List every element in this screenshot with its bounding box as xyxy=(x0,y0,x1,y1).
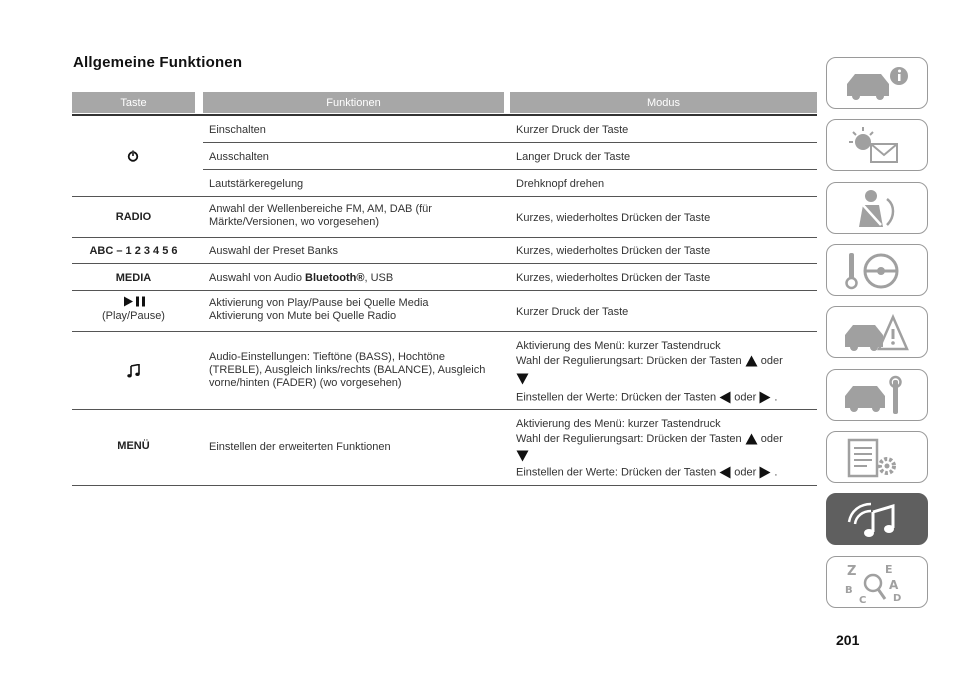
svg-text:D: D xyxy=(893,593,902,604)
func-play-line2: Aktivierung von Mute bei Quelle Radio xyxy=(209,310,397,322)
row-divider xyxy=(72,409,817,410)
mode-menue-line3 xyxy=(516,466,777,479)
chapter-tab-technical[interactable] xyxy=(826,431,928,483)
car-emergency-icon xyxy=(841,311,911,355)
mode-menue-line2 xyxy=(516,433,783,446)
func-lautstaerke: Lautstärkeregelung xyxy=(209,178,304,190)
mode-menue-line2-text: Wahl der Regulierungsart: Drücken der Tasten xyxy=(516,433,742,445)
arrow-right-icon xyxy=(759,391,771,404)
technical-data-icon xyxy=(841,436,911,480)
play-pause-icon xyxy=(123,296,147,307)
arrow-down-icon xyxy=(516,373,529,385)
func-menue: Einstellen der erweiterten Funktionen xyxy=(209,441,391,453)
oder-label: oder xyxy=(734,466,757,479)
row-divider xyxy=(72,237,817,238)
key-abc: ABC – 1 2 3 4 5 6 xyxy=(89,245,178,257)
row-divider xyxy=(203,142,817,143)
key-play-pause-label: (Play/Pause) xyxy=(102,310,165,322)
oder-label: oder xyxy=(760,355,783,367)
mode-audio-line3 xyxy=(516,391,777,404)
func-radio-line1: Anwahl der Wellenbereiche FM, AM, DAB (für xyxy=(209,203,432,215)
chapter-tab-safety[interactable] xyxy=(826,182,928,234)
mode-play: Kurzer Druck der Taste xyxy=(516,306,629,318)
mode-menue-line1: Aktivierung des Menü: kurzer Tastendruck xyxy=(516,418,721,430)
mode-ausschalten: Langer Druck der Taste xyxy=(516,151,631,163)
mode-media: Kurzes, wiederholtes Drücken der Taste xyxy=(516,272,711,284)
arrow-right-icon xyxy=(759,466,771,479)
func-media-usb: , USB xyxy=(364,272,394,284)
key-radio: RADIO xyxy=(115,211,152,223)
chapter-tab-maintenance[interactable] xyxy=(826,369,928,421)
mode-audio-line2 xyxy=(516,355,783,368)
car-maintenance-icon xyxy=(841,374,911,418)
func-media-text: Auswahl von Audio xyxy=(209,272,306,284)
period: . xyxy=(774,391,778,404)
mode-menue-line3-text: Einstellen der Werte: Drücken der Tasten xyxy=(516,466,717,479)
row-divider xyxy=(72,331,817,332)
func-abc: Auswahl der Preset Banks xyxy=(209,245,339,257)
func-media xyxy=(209,272,393,285)
car-info-icon xyxy=(841,62,911,106)
arrow-up-icon xyxy=(745,355,758,367)
header-funktionen: Funktionen xyxy=(203,92,504,113)
func-play-line1: Aktivierung von Play/Pause bei Quelle Media xyxy=(209,297,429,309)
arrow-down-icon xyxy=(516,450,529,462)
mode-lautstaerke: Drehknopf drehen xyxy=(516,178,605,190)
header-rule xyxy=(72,114,817,116)
mode-audio-line2-text: Wahl der Regulierungsart: Drücken der Tasten xyxy=(516,355,742,367)
svg-text:A: A xyxy=(889,578,899,592)
key-media: MEDIA xyxy=(115,272,152,284)
alphabetical-index-icon xyxy=(841,561,911,605)
func-radio-line2: Märkte/Versionen, wo vorgesehen) xyxy=(209,216,379,228)
person-seatbelt-icon xyxy=(841,187,911,231)
multimedia-icon xyxy=(841,498,911,542)
chapter-tab-multimedia[interactable] xyxy=(826,493,928,545)
arrow-up-icon xyxy=(745,433,758,445)
period: . xyxy=(774,466,778,479)
chapter-tab-emergency[interactable] xyxy=(826,306,928,358)
svg-text:Z: Z xyxy=(847,564,857,579)
func-audio-line3: vorne/hinten (FADER) (wo vorgesehen) xyxy=(209,377,402,389)
page-title: Allgemeine Funktionen xyxy=(73,54,243,71)
func-audio-line2: (TREBLE), Ausgleich links/rechts (BALANCE), Ausgleich xyxy=(209,364,486,376)
arrow-left-icon xyxy=(719,466,731,479)
page-number: 201 xyxy=(836,632,860,648)
row-divider xyxy=(203,169,817,170)
chapter-tab-car-info[interactable] xyxy=(826,57,928,109)
header-taste: Taste xyxy=(72,92,195,113)
bluetooth-label: Bluetooth® xyxy=(305,272,365,284)
func-einschalten: Einschalten xyxy=(209,124,266,136)
chapter-tab-starting[interactable] xyxy=(826,244,928,296)
row-divider xyxy=(72,485,817,486)
arrow-left-icon xyxy=(719,391,731,404)
mode-abc: Kurzes, wiederholtes Drücken der Taste xyxy=(516,245,711,257)
svg-text:C: C xyxy=(859,595,867,605)
row-divider xyxy=(72,263,817,264)
row-divider xyxy=(72,290,817,291)
mode-audio-line3-text: Einstellen der Werte: Drücken der Tasten xyxy=(516,391,717,404)
svg-text:E: E xyxy=(885,563,893,576)
key-menue: MENÜ xyxy=(117,440,150,452)
power-icon xyxy=(127,150,139,162)
svg-text:B: B xyxy=(845,585,853,596)
func-ausschalten: Ausschalten xyxy=(209,151,269,163)
mode-einschalten: Kurzer Druck der Taste xyxy=(516,124,629,136)
mode-audio-line1: Aktivierung des Menü: kurzer Tastendruck xyxy=(516,340,721,352)
func-audio-line1: Audio-Einstellungen: Tieftöne (BASS), Hochtöne xyxy=(209,351,446,363)
mode-radio: Kurzes, wiederholtes Drücken der Taste xyxy=(516,212,711,224)
row-divider xyxy=(72,196,817,197)
music-note-icon xyxy=(127,364,141,378)
oder-label: oder xyxy=(734,391,757,404)
chapter-tab-index[interactable] xyxy=(826,556,928,608)
key-steering-wheel-icon xyxy=(841,249,911,293)
chapter-tab-warning[interactable] xyxy=(826,119,928,171)
warning-lights-message-icon xyxy=(841,124,911,168)
oder-label: oder xyxy=(760,433,783,445)
header-modus: Modus xyxy=(510,92,817,113)
